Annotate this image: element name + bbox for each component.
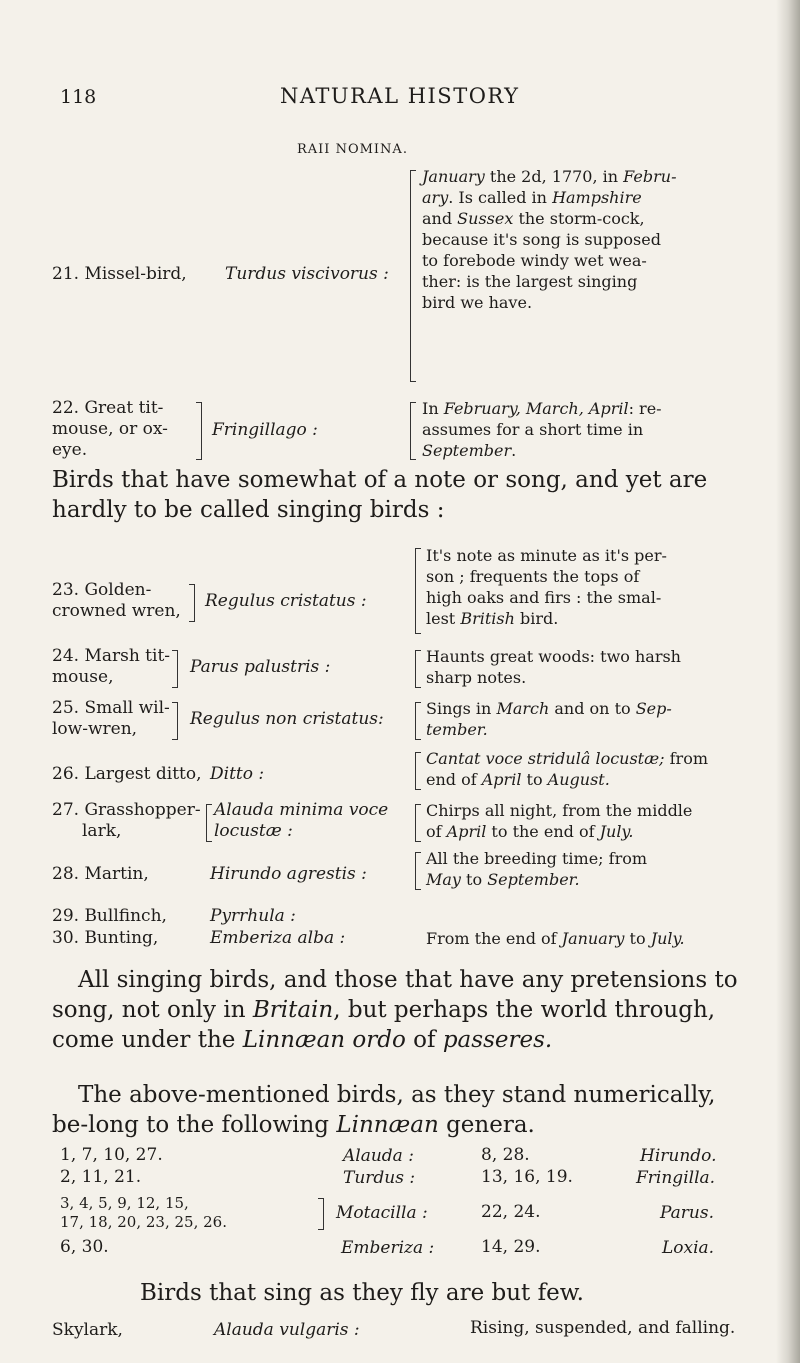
- entry-22-note: In February, March, April: re- assumes for a short time in September.: [422, 399, 662, 460]
- entry-25-latin: Regulus non cristatus:: [190, 709, 384, 729]
- entry-24-note: Haunts great woods: two harsh sharp notes.: [426, 647, 681, 687]
- entry-22-note-brace: [410, 402, 416, 460]
- genus-parus-nums: 22, 24.: [481, 1202, 541, 1222]
- entry-29-latin: Pyrrhula :: [210, 906, 296, 926]
- entry-28-note: All the breeding time; from May to September.: [426, 849, 648, 889]
- entry-26-note-brace: [415, 752, 421, 790]
- entry-26-latin: Ditto :: [210, 764, 265, 784]
- entry-27-latin-brace: [206, 804, 212, 842]
- paragraph-genera: The above-mentioned birds, as they stand numerically, be-long to the following Linnæan genera.: [52, 1082, 716, 1138]
- paragraph-passeres: All singing birds, and those that have any pretensions to song, not only in Britain, but perhaps the world through, come under the Linnæan ordo of passeres.: [52, 967, 738, 1053]
- entry-27-name: 27. Grasshopper- lark,: [52, 800, 201, 841]
- entry-skylark-note: Rising, suspended, and falling.: [470, 1318, 736, 1338]
- entry-26-name: 26. Largest ditto,: [52, 764, 202, 784]
- genus-emberiza: Emberiza :: [341, 1238, 435, 1258]
- entry-23-note-brace: [415, 548, 421, 634]
- column-label: RAII NOMINA.: [297, 142, 408, 157]
- entry-28-latin: Hirundo agrestis :: [210, 864, 367, 884]
- genus-turdus-nums: 2, 11, 21.: [60, 1167, 142, 1187]
- entry-28-note-brace: [415, 852, 421, 890]
- entry-23-name-brace: [189, 584, 195, 622]
- genus-motacilla-brace: [318, 1198, 324, 1230]
- entry-24-name: 24. Marsh tit- mouse,: [52, 646, 171, 687]
- entry-22-name-brace: [196, 402, 202, 460]
- paragraph-intro-semi-singers: Birds that have somewhat of a note or song, and yet are hardly to be called singing birds :: [52, 467, 708, 523]
- entry-29-30-note: From the end of January to July.: [426, 929, 685, 948]
- entry-21-name: 21. Missel-bird,: [52, 264, 187, 284]
- genus-alauda: Alauda :: [343, 1146, 414, 1166]
- genus-fringilla: Fringilla.: [636, 1168, 716, 1188]
- entry-29-name: 29. Bullfinch,: [52, 906, 167, 926]
- genus-emberiza-nums: 6, 30.: [60, 1237, 109, 1257]
- entry-23-latin: Regulus cristatus :: [205, 591, 367, 611]
- genus-turdus: Turdus :: [343, 1168, 416, 1188]
- page-edge-shadow: [776, 0, 800, 1363]
- entry-27-note: Chirps all night, from the middle of April to the end of July.: [426, 801, 693, 841]
- entry-23-name: 23. Golden- crowned wren,: [52, 580, 181, 621]
- genus-alauda-nums: 1, 7, 10, 27.: [60, 1145, 163, 1165]
- genus-motacilla: Motacilla :: [336, 1203, 428, 1223]
- heading-flying-singers: Birds that sing as they fly are but few.: [140, 1280, 584, 1306]
- entry-21-brace: [410, 170, 416, 382]
- genus-motacilla-nums: 3, 4, 5, 9, 12, 15, 17, 18, 20, 23, 25, 26.: [60, 1194, 227, 1231]
- page-number: 118: [60, 86, 97, 108]
- genus-loxia: Loxia.: [662, 1238, 715, 1258]
- entry-skylark-name: Skylark,: [52, 1320, 123, 1340]
- entry-25-note: Sings in March and on to Sep- tember.: [426, 699, 672, 739]
- entry-23-note: It's note as minute as it's per- son ; frequents the tops of high oaks and firs : the smal- lest British bird.: [426, 546, 667, 628]
- entry-skylark-latin: Alauda vulgaris :: [214, 1320, 360, 1340]
- entry-26-note: Cantat voce stridulâ locustæ; from end of April to August.: [426, 749, 709, 789]
- genus-hirundo-nums: 8, 28.: [481, 1145, 530, 1165]
- genus-hirundo: Hirundo.: [640, 1146, 717, 1166]
- entry-24-name-brace: [172, 650, 178, 688]
- entry-30-latin: Emberiza alba :: [210, 928, 346, 948]
- running-head: NATURAL HISTORY: [280, 84, 520, 108]
- genus-loxia-nums: 14, 29.: [481, 1237, 541, 1257]
- entry-27-note-brace: [415, 804, 421, 842]
- genus-fringilla-nums: 13, 16, 19.: [481, 1167, 573, 1187]
- entry-25-name: 25. Small wil- low-wren,: [52, 698, 170, 739]
- entry-24-latin: Parus palustris :: [190, 657, 331, 677]
- entry-24-note-brace: [415, 650, 421, 688]
- entry-22-name: 22. Great tit- mouse, or ox- eye.: [52, 398, 168, 460]
- entry-21-note: January the 2d, 1770, in Febru- ary. Is called in Hampshire and Sussex the storm-cock, because it's song is supposed to forebode windy wet wea- ther: is the largest singing bird we have.: [422, 167, 677, 312]
- entry-25-name-brace: [172, 702, 178, 740]
- genus-parus: Parus.: [660, 1203, 715, 1223]
- entry-28-name: 28. Martin,: [52, 864, 149, 884]
- entry-25-note-brace: [415, 702, 421, 740]
- entry-27-latin: Alauda minima voce locustæ :: [214, 800, 389, 841]
- entry-22-latin: Fringillago :: [212, 420, 318, 440]
- entry-21-latin: Turdus viscivorus :: [225, 264, 389, 284]
- entry-30-name: 30. Bunting,: [52, 928, 159, 948]
